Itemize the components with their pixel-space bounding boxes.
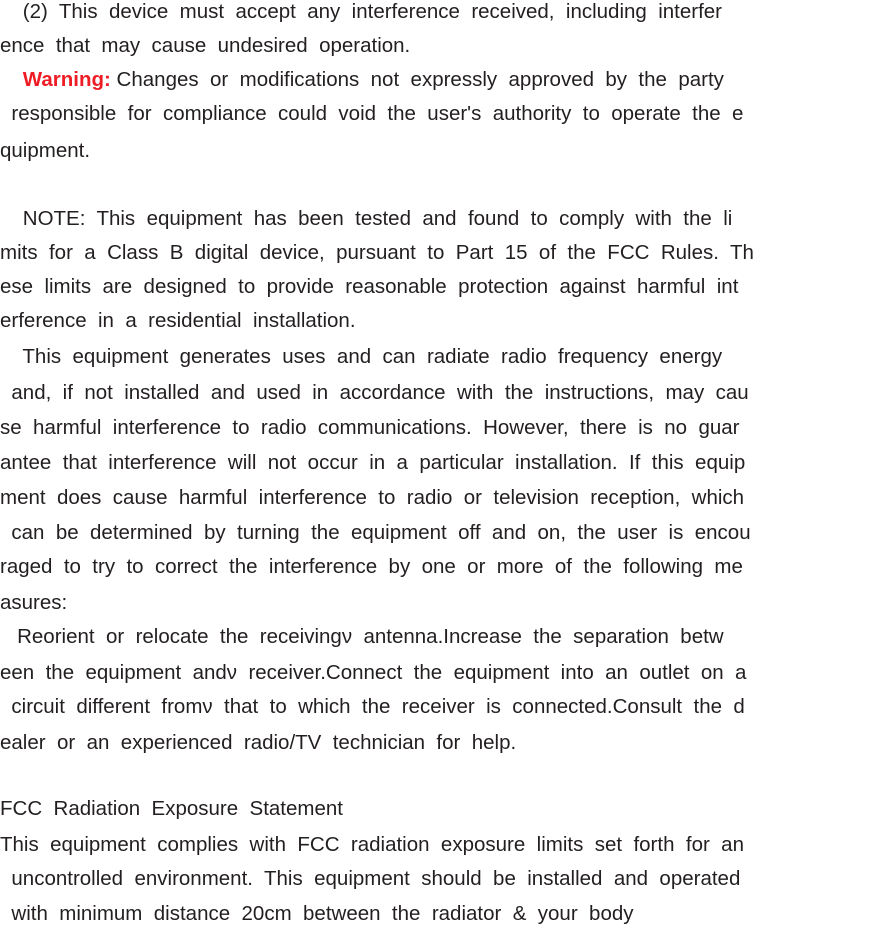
- text-line: with minimum distance 20cm between the radiator & your body: [0, 902, 634, 925]
- text-line: erference in a residential installation.: [0, 309, 356, 332]
- text-line: ment does cause harmful interference to radio or television reception, which: [0, 486, 745, 509]
- text-line: se harmful interference to radio communications. However, there is no guar: [0, 416, 740, 439]
- text-line: Reorient or relocate the receivingν antenna.Increase the separation betw: [0, 625, 724, 648]
- text-line: ence that may cause undesired operation.: [0, 34, 411, 57]
- text-line: (2) This device must accept any interference received, including interfer: [0, 0, 723, 23]
- warning-text: Changes or modifications not expressly approved by the party: [110, 68, 724, 91]
- text-line: asures:: [0, 591, 68, 614]
- text-line: and, if not installed and used in accordance with the instructions, may cau: [0, 381, 749, 404]
- text-line: ealer or an experienced radio/TV technician for help.: [0, 731, 517, 754]
- text-line: NOTE: This equipment has been tested and found to comply with the li: [0, 207, 733, 230]
- text-line: can be determined by turning the equipment off and on, the user is encou: [0, 521, 751, 544]
- text-line: mits for a Class B digital device, pursuant to Part 15 of the FCC Rules. Th: [0, 241, 754, 264]
- text-line: ese limits are designed to provide reasonable protection against harmful int: [0, 275, 739, 298]
- text-line: responsible for compliance could void the user's authority to operate the e: [0, 102, 744, 125]
- text-line: uncontrolled environment. This equipment should be installed and operated: [0, 867, 741, 890]
- section-heading: FCC Radiation Exposure Statement: [0, 797, 343, 820]
- text-line: quipment.: [0, 139, 91, 162]
- text-line: This equipment complies with FCC radiation exposure limits set forth for an: [0, 833, 744, 856]
- text-line: [0, 63, 873, 97]
- text-line: antee that interference will not occur in a particular installation. If this equip: [0, 451, 746, 474]
- warning-label: Warning:: [22, 68, 111, 91]
- text-line: een the equipment andν receiver.Connect the equipment into an outlet on a: [0, 661, 747, 684]
- text-line: raged to try to correct the interference by one or more of the following me: [0, 555, 743, 578]
- text-line: This equipment generates uses and can radiate radio frequency energy: [0, 345, 723, 368]
- text-line: circuit different fromν that to which the receiver is connected.Consult the d: [0, 695, 745, 718]
